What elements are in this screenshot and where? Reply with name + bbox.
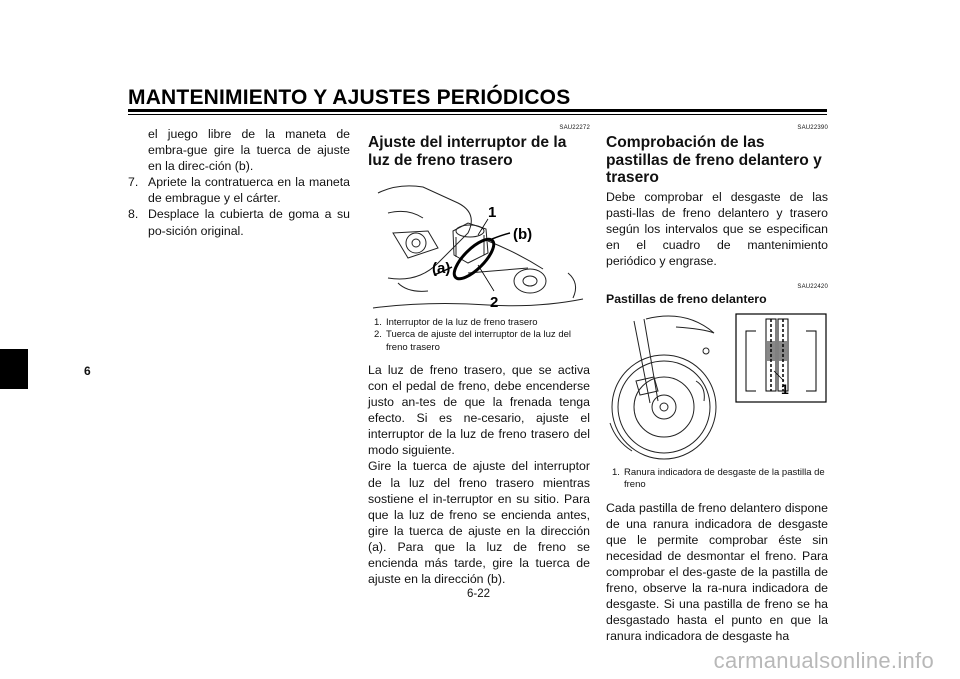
caption-text: Tuerca de ajuste del interruptor de la luz del freno trasero [386,329,572,353]
caption-text: Ranura indicadora de desgaste de la pastilla de freno [624,467,825,491]
subsection-heading: Pastillas de freno delantero [606,291,767,306]
step-item [128,174,350,206]
title-rule [128,109,827,112]
chapter-number: 6 [84,364,91,378]
step-text: Apriete la contratuerca en la maneta de embrague y el cárter. [148,175,350,206]
step-item [128,206,350,238]
figure-caption [368,317,590,354]
body-paragraph: Debe comprobar el desgaste de las pasti-llas de freno delantero y trasero según los intervalos que se especifican en el cuadro de mantenimiento periódico y engrase. [606,189,828,268]
column-3 [606,124,828,645]
section-heading: Ajuste del interruptor de la luz de freno trasero [368,134,567,169]
brake-switch-illustration [368,173,590,313]
section-heading: Comprobación de las pastillas de freno delantero y trasero [606,134,822,186]
title-rule-thin [128,114,827,115]
caption-text: Interruptor de la luz de freno trasero [386,317,538,328]
caption-number: 1. [612,467,620,479]
step-number: 7. [128,175,139,190]
caption-item [374,329,590,354]
body-paragraph: Cada pastilla de freno delantero dispone de una ranura indicadora de desgaste que le permite comprobar éste sin necesidad de desmontar el freno. Para comprobar el des-gaste de la pastilla de freno, observe la ra-nura indicadora de desgaste. Si una pastilla de freno se ha desgastado hasta el punto en que la ranura indicadora de desgaste ha [606,500,828,644]
step-continuation: el juego libre de la maneta de embra-gue gire la tuerca de ajuste en la direc-ción (b). [148,127,350,174]
brake-pad-figure [606,311,828,463]
watermark[interactable]: carmanualsonline.info [713,648,934,673]
page-title: MANTENIMIENTO Y AJUSTES PERIÓDICOS [128,86,571,109]
front-brake-illustration [606,311,828,463]
chapter-tab [0,349,28,389]
section-code: SAU22420 [797,283,828,290]
column-2 [368,124,590,587]
step-number: 8. [128,207,139,222]
figure-caption [606,467,828,492]
caption-number: 1. [374,317,382,328]
column-1 [128,126,350,239]
body-paragraph: La luz de freno trasero, que se activa con el pedal de freno, debe encenderse justo an-tes de que la frenada tenga efecto. Si es ne-cesario, ajuste el interruptor de la luz de freno trasero del modo siguiente. [368,362,590,458]
figure-label-1: 1 [488,204,497,221]
figure-label-1: 1 [781,381,789,398]
step-text: Desplace la cubierta de goma a su po-sición original. [148,207,350,238]
section-code: SAU22390 [797,125,828,131]
figure-label-2: 2 [490,294,499,311]
caption-item [612,467,828,492]
brake-switch-figure [368,173,590,313]
caption-number: 2. [374,329,382,341]
figure-label-b: (b) [513,226,533,243]
page-number: 6-22 [467,588,491,600]
body-paragraph: Gire la tuerca de ajuste del interruptor de la luz del freno trasero mientras sostiene el in-terruptor en su sitio. Para que la luz de freno se encienda antes, gire la tuerca de ajuste en la dirección (a). Para que la luz de freno se encienda más tarde, gire la tuerca de ajuste en la dirección (b). [368,459,590,587]
figure-label-a: (a) [432,260,451,277]
caption-item [374,317,590,329]
section-code: SAU22272 [559,125,590,131]
